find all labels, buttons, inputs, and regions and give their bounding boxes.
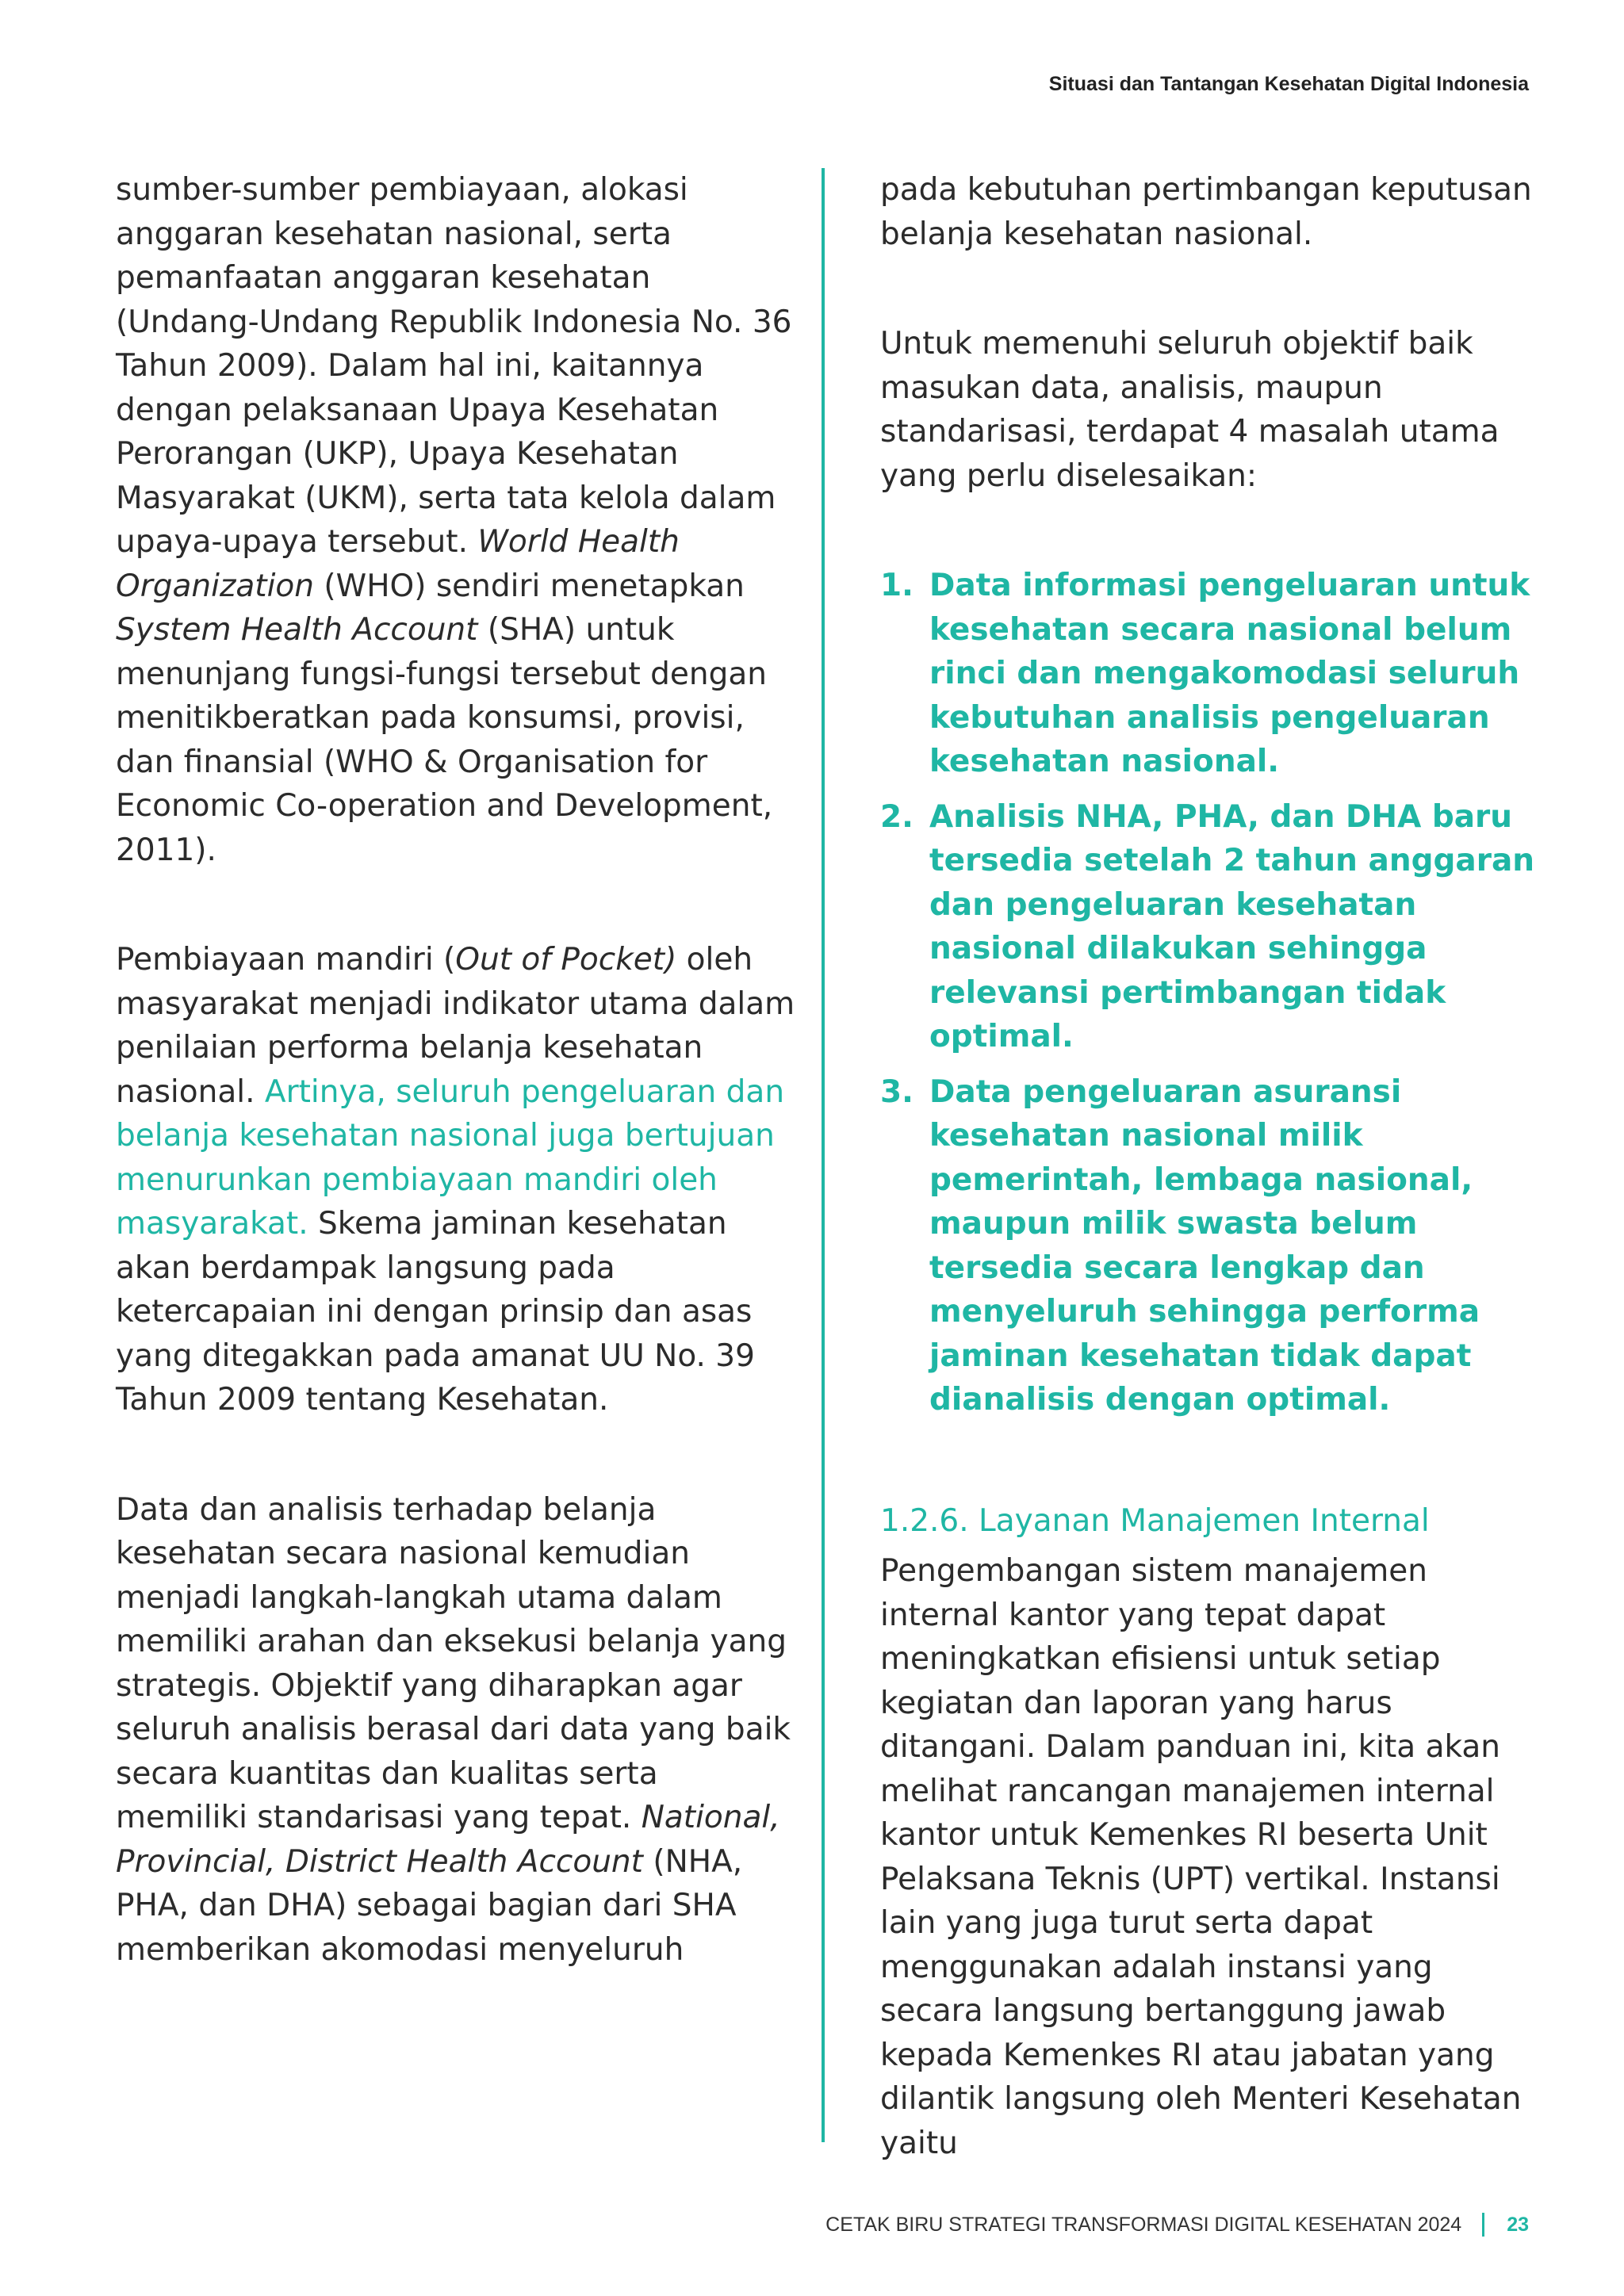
list-item — [880, 1070, 1538, 1422]
italic-term: National, Provincial, District Health Account — [116, 1800, 780, 1880]
footer-doc-title: CETAK BIRU STRATEGI TRANSFORMASI DIGITAL KESEHATAN 2024 — [825, 2213, 1462, 2236]
paragraph-out-of-pocket — [116, 938, 798, 1422]
list-number: 3. — [880, 1073, 914, 1110]
list-number: 2. — [880, 798, 914, 835]
list-text: Analisis NHA, PHA, dan DHA baru tersedia setelah 2 tahun anggaran dan pengeluaran kesehatan nasional dilakukan sehingga relevansi pertimbangan tidak optimal. — [929, 798, 1535, 1054]
page-footer — [825, 2213, 1529, 2237]
text-run: oleh masyarakat menjadi indikator utama dalam penilaian performa belanja kesehatan nasional. — [116, 942, 795, 1110]
paragraph-objectives: Untuk memenuhi seluruh objektif baik masukan data, analisis, maupun standarisasi, terdapat 4 masalah utama yang perlu diselesaikan: — [880, 326, 1500, 494]
list-item — [880, 564, 1538, 784]
paragraph-analysis — [116, 1488, 798, 1973]
text-run: Data dan analisis terhadap belanja kesehatan secara nasional kemudian menjadi langkah-langkah utama dalam memiliki arahan dan eksekusi belanja yang strategis. Objektif yang diharapkan agar seluruh analisis berasal dari data yang baik secara kuantitas dan kualitas serta memiliki standarisasi yang tepat. — [116, 1491, 791, 1835]
list-number: 1. — [880, 568, 914, 603]
text-run: Skema jaminan kesehatan akan berdampak langsung pada ketercapaian ini dengan prinsip dan asas yang ditegakkan pada amanat UU No. 39 Tahun 2009 tentang Kesehatan. — [116, 1206, 755, 1418]
italic-term: System Health Account — [116, 612, 478, 648]
running-header: Situasi dan Tantangan Kesehatan Digital Indonesia — [1048, 73, 1529, 95]
list-text: Data pengeluaran asuransi kesehatan nasional milik pemerintah, lembaga nasional, maupun milik swasta belum tersedia secara lengkap dan menyeluruh sehingga performa jaminan kesehatan tidak dapat dianalisis dengan optimal. — [929, 1073, 1480, 1418]
highlight-text: Artinya, seluruh pengeluaran dan belanja kesehatan nasional juga bertujuan menurunkan pembiayaan mandiri oleh masyarakat. — [116, 1073, 785, 1242]
footer-separator — [1482, 2213, 1484, 2237]
list-text: Data informasi pengeluaran untuk kesehatan secara nasional belum rinci dan mengakomodasi seluruh kebutuhan analisis pengeluaran kesehatan nasional. — [929, 568, 1530, 779]
page-number: 23 — [1507, 2213, 1529, 2236]
column-divider — [822, 168, 825, 2142]
paragraph-internal-management: Pengembangan sistem manajemen internal kantor yang tepat dapat meningkatkan efisiensi untuk setiap kegiatan dan laporan yang harus ditangani. Dalam panduan ini, kita akan melihat rancangan manajemen internal kantor untuk Kemenkes RI beserta Unit Pelaksana Teknis (UPT) vertikal. Instansi lain yang juga turut serta dapat menggunakan adalah instansi yang secara langsung bertanggung jawab kepada Kemenkes RI atau jabatan yang dilantik langsung oleh Menteri Kesehatan yaitu — [880, 1553, 1522, 2161]
italic-term: World Health Organization — [116, 524, 680, 604]
left-column — [116, 168, 798, 1972]
text-run: (NHA, PHA, dan DHA) sebagai bagian dari SHA memberikan akomodasi menyeluruh — [116, 1843, 743, 1968]
problem-list — [880, 564, 1538, 1422]
list-item — [880, 795, 1538, 1059]
paragraph-continuation: pada kebutuhan pertimbangan keputusan belanja kesehatan nasional. — [880, 172, 1532, 252]
text-run: Pembiayaan mandiri ( — [116, 942, 456, 978]
italic-term: Out of Pocket) — [455, 942, 677, 978]
paragraph-funding — [116, 168, 798, 872]
section-heading: 1.2.6. Layanan Manajemen Internal — [880, 1502, 1430, 1539]
text-run: (SHA) untuk menunjang fungsi-fungsi tersebut dengan menitikberatkan pada konsumsi, provisi, dan finansial (WHO & Organisation for Economic Co-operation and Development, 2011). — [116, 612, 773, 868]
text-run: sumber-sumber pembiayaan, alokasi anggaran kesehatan nasional, serta pemanfaatan anggaran kesehatan (Undang-Undang Republik Indonesia No. 36 Tahun 2009). Dalam hal ini, kaitannya dengan pelaksanaan Upaya Kesehatan Perorangan (UKP), Upaya Kesehatan Masyarakat (UKM), serta tata kelola dalam upaya-upaya tersebut. — [116, 172, 792, 560]
text-run: (WHO) sendiri menetapkan — [314, 568, 745, 604]
right-column — [880, 168, 1538, 2165]
